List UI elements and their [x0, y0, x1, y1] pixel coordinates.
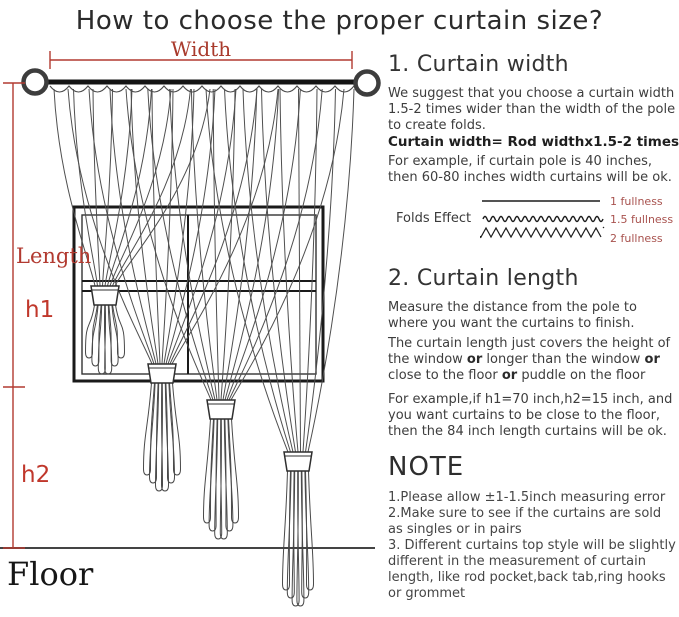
curtain-length-example: For example,if h1=70 inch,h2=15 inch, and you want curtains to be close to the floor, then the 84 inch length curtains will be ok.: [388, 392, 673, 439]
page-title: How to choose the proper curtain size?: [75, 6, 604, 36]
curtain-width-formula: Curtain width= Rod widthx1.5-2 times: [388, 134, 679, 150]
curtain-length-paragraph-2: The curtain length just covers the height of the window or longer than the window or close to the floor or puddle on the floor: [388, 336, 671, 383]
section-heading-curtain-length: 2. Curtain length: [388, 266, 579, 291]
fullness-1-5-label: 1.5 fullness: [610, 213, 674, 226]
floor-label: Floor: [7, 555, 94, 593]
fullness-2-label: 2 fullness: [610, 232, 663, 245]
rod-finial-right: [356, 72, 379, 95]
h1-dimension-label: h1: [25, 297, 55, 323]
width-dimension-label: Width: [170, 40, 232, 61]
curtain-drawing: [50, 86, 354, 606]
h2-dimension-label: h2: [21, 462, 51, 488]
note-heading: NOTE: [388, 452, 465, 482]
zigzag-line: [480, 227, 604, 238]
note-list: [388, 490, 679, 602]
small-wave-line: [483, 217, 603, 222]
folds-effect-label: Folds Effect: [396, 211, 472, 226]
curtain-width-paragraph: We suggest that you choose a curtain width 1.5-2 times wider than the width of the pole to create folds.: [388, 86, 676, 133]
curtain-length-paragraph-1: Measure the distance from the pole to where you want the curtains to finish.: [388, 300, 637, 331]
length-dimension-label: Length: [16, 244, 92, 268]
note-item-1: 1.Please allow ±1-1.5inch measuring error: [388, 490, 666, 505]
section-heading-curtain-width: 1. Curtain width: [388, 52, 569, 77]
note-item-2: 2.Make sure to see if the curtains are sold as singles or in pairs: [388, 506, 662, 537]
folds-effect-block: [388, 190, 679, 252]
fullness-1-label: 1 fullness: [610, 195, 663, 208]
fullness-lines: [480, 190, 606, 252]
rod-finial-left: [24, 71, 47, 94]
curtain-width-example: For example, if curtain pole is 40 inches, then 60-80 inches width curtains will be ok.: [388, 154, 672, 185]
note-item-3: 3. Different curtains top style will be slightly different in the measurement of curtain length, like rod pocket,back tab,ring hooks or grommet: [388, 538, 676, 601]
curtain-diagram: [0, 40, 390, 617]
